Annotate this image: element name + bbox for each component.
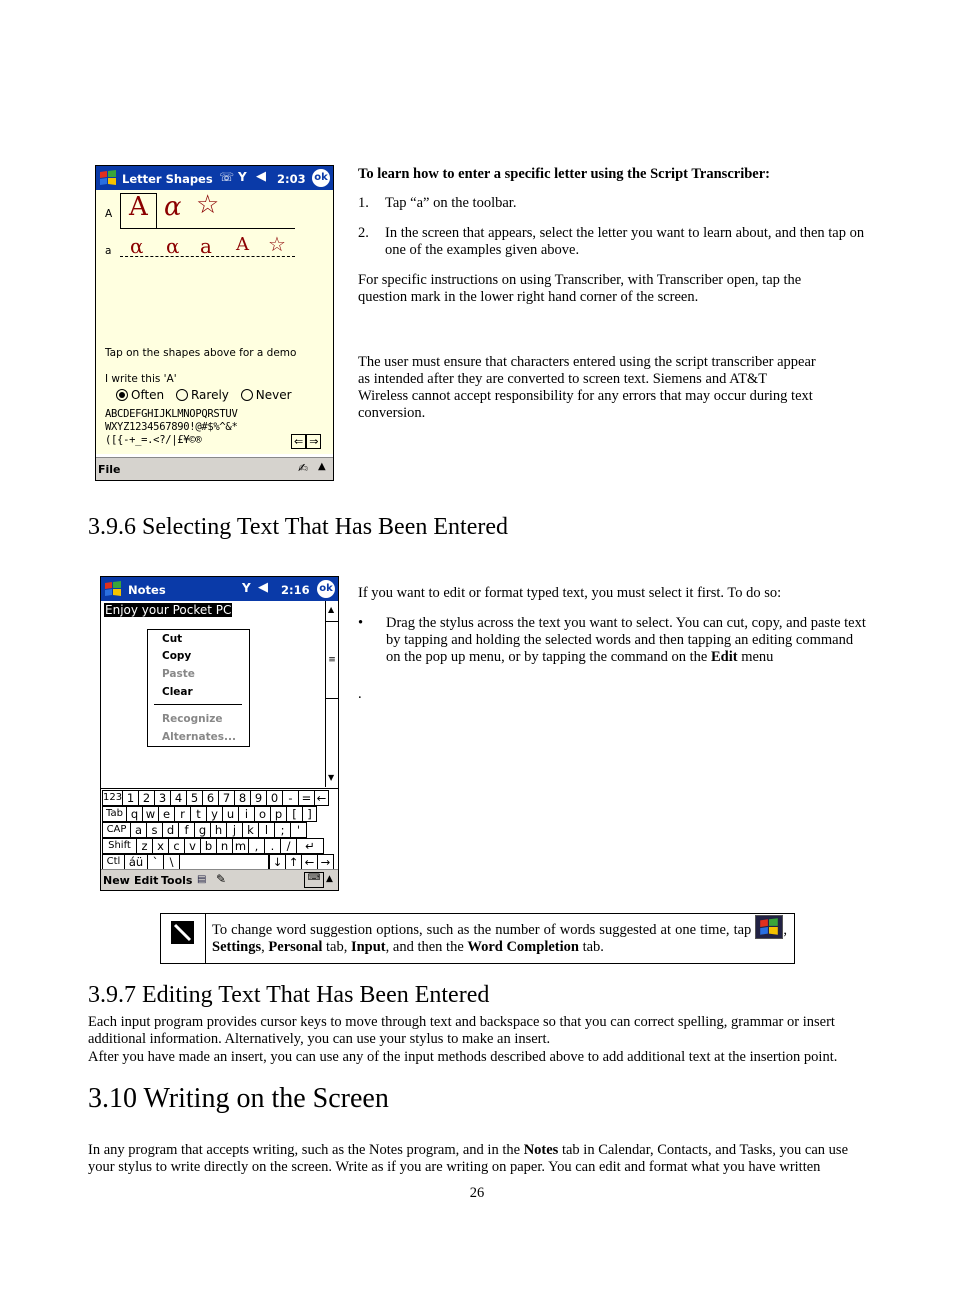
key-0-3[interactable]: 3 xyxy=(154,790,171,806)
uppercase-baseline xyxy=(120,228,295,229)
shape-a-3[interactable]: a xyxy=(200,234,212,258)
recording-icon[interactable]: ▤ xyxy=(197,874,207,885)
tip-t3: , and then the xyxy=(385,939,468,955)
select-bullet-text xyxy=(386,615,868,666)
scroll-thumb[interactable]: ≡ xyxy=(326,621,338,699)
uppercase-row-label: A xyxy=(105,208,113,220)
phone-icon: ☏ xyxy=(219,170,235,184)
key-1-10[interactable]: p xyxy=(270,806,287,822)
key-3-6[interactable]: n xyxy=(216,838,233,854)
shape-a-2[interactable]: α xyxy=(166,234,180,258)
key-1-3[interactable]: e xyxy=(158,806,175,822)
menu-paste[interactable]: Paste xyxy=(162,668,195,680)
section-397-title: 3.9.7 Editing Text That Has Been Entered xyxy=(88,982,490,1008)
key-1-7[interactable]: u xyxy=(222,806,239,822)
section-397-p1: Each input program provides cursor keys to move through text and backspace so that you can correct spelling, grammar or insert additional information. Alternatively, you can use your stylus to make an insert. xyxy=(88,1014,835,1047)
nav-arrows[interactable] xyxy=(291,435,321,448)
tip-pre: To change word suggestion options, such as the number of words suggested at one time, tap xyxy=(212,922,756,938)
key-3-9[interactable]: . xyxy=(264,838,281,854)
menu-copy[interactable]: Copy xyxy=(162,650,192,662)
key-1-2[interactable]: w xyxy=(142,806,159,822)
key-2-10[interactable]: ; xyxy=(274,822,291,838)
spacebar-key[interactable] xyxy=(179,854,269,870)
note-pen-icon xyxy=(171,921,194,944)
key-3-8[interactable]: , xyxy=(248,838,265,854)
key-0-11[interactable]: - xyxy=(282,790,299,806)
key-2-8[interactable]: k xyxy=(242,822,259,838)
key-1-1[interactable]: q xyxy=(126,806,143,822)
start-icon[interactable] xyxy=(98,168,118,188)
shape-a-1[interactable]: α xyxy=(130,234,144,258)
write-prompt: I write this 'A' xyxy=(105,373,177,385)
step-2-number: 2. xyxy=(358,225,369,241)
section-396-title: 3.9.6 Selecting Text That Has Been Entered xyxy=(88,514,508,540)
left-arrow-icon[interactable]: ⇐ xyxy=(291,434,306,449)
menu-new[interactable]: New xyxy=(103,874,130,887)
menu-bar xyxy=(96,457,333,480)
select-bullet-post: menu xyxy=(737,649,774,665)
frequency-options xyxy=(116,388,292,402)
select-intro: If you want to edit or format typed text, you must select it first. To do so: xyxy=(358,585,782,601)
tip-box xyxy=(160,913,795,964)
charset-grid[interactable] xyxy=(105,408,237,447)
scrollbar[interactable] xyxy=(325,601,339,787)
key-3-2[interactable]: x xyxy=(152,838,169,854)
key-0-9[interactable]: 9 xyxy=(250,790,267,806)
key-3-10[interactable]: / xyxy=(280,838,297,854)
key-2-1[interactable]: a xyxy=(130,822,147,838)
key-2-6[interactable]: h xyxy=(210,822,227,838)
input-arrow-icon[interactable]: ▲ xyxy=(326,874,333,884)
section-310-paragraph xyxy=(88,1142,872,1176)
notes-screenshot xyxy=(100,576,339,891)
key-4-0[interactable]: Ctl xyxy=(102,854,125,870)
menu-cut[interactable]: Cut xyxy=(162,633,183,645)
conversion-warning: The user must ensure that characters entered using the script transcriber appear as intended after they are converted to screen text. Siemens and AT&T Wireless cannot accept responsibility for any errors that may occur during text conversion. xyxy=(358,354,816,421)
key-2-4[interactable]: f xyxy=(178,822,195,838)
section-310-pre: In any program that accepts writing, such as the Notes program, and in the xyxy=(88,1142,524,1158)
key-1-11[interactable]: [ xyxy=(286,806,303,822)
key-1-4[interactable]: r xyxy=(174,806,191,822)
tip-input: Input xyxy=(350,939,386,955)
tip-text: To change word suggestion options, such as the number of words suggested at one time, tap , Settings, Personal tab, Input, and then the Word Completion tab. xyxy=(212,915,787,956)
menu-clear[interactable]: Clear xyxy=(162,686,193,698)
key-2-0[interactable]: CAP xyxy=(102,822,131,838)
key-4-2[interactable]: ` xyxy=(147,854,164,870)
key-0-6[interactable]: 6 xyxy=(202,790,219,806)
key-3-7[interactable]: m xyxy=(232,838,249,854)
option-rarely[interactable]: Rarely xyxy=(176,388,229,402)
key-3-1[interactable]: z xyxy=(136,838,153,854)
section-397-p2: After you have made an insert, you can use any of the input methods described above to add additional text at the insertion point. xyxy=(88,1049,838,1065)
menu-separator xyxy=(154,704,242,705)
right-arrow-icon[interactable]: ⇒ xyxy=(306,434,321,449)
key-4-1[interactable]: áü xyxy=(124,854,148,870)
notes-title-bar xyxy=(101,577,338,601)
key-1-6[interactable]: y xyxy=(206,806,223,822)
shape-A-1[interactable]: A xyxy=(129,192,148,222)
section-310-title: 3.10 Writing on the Screen xyxy=(88,1083,389,1114)
demo-hint: Tap on the shapes above for a demo xyxy=(105,347,297,359)
key-1-0[interactable]: Tab xyxy=(102,806,127,822)
key-1-5[interactable]: t xyxy=(190,806,207,822)
key-4-6[interactable]: ← xyxy=(301,854,318,870)
lowercase-row-label: a xyxy=(105,245,112,257)
radio-rarely[interactable] xyxy=(176,389,188,401)
option-never[interactable]: Never xyxy=(241,388,292,402)
lowercase-baseline xyxy=(120,256,295,257)
soft-keyboard xyxy=(101,788,338,870)
charset-line-1[interactable]: ABCDEFGHIJKLMNOPQRSTUV xyxy=(105,408,238,420)
signal-icon: Y xyxy=(238,170,247,184)
keyboard-icon[interactable]: ⌨ xyxy=(304,872,324,888)
key-0-4[interactable]: 4 xyxy=(170,790,187,806)
menu-edit[interactable]: Edit xyxy=(134,874,159,887)
start-icon xyxy=(755,915,783,939)
key-0-2[interactable]: 2 xyxy=(138,790,155,806)
step-1-text: Tap “a” on the toolbar. xyxy=(385,195,517,211)
key-0-8[interactable]: 8 xyxy=(234,790,251,806)
input-arrow-icon[interactable]: ▲ xyxy=(318,461,326,472)
tip-t4: tab. xyxy=(578,939,604,955)
key-3-0[interactable]: Shift xyxy=(102,838,137,854)
transcriber-note: For specific instructions on using Transcriber, with Transcriber open, tap the question mark in the lower right hand corner of the screen. xyxy=(358,272,802,305)
select-bullet-edit: Edit xyxy=(710,649,738,665)
bullet-dot-icon: • xyxy=(358,615,364,631)
key-3-3[interactable]: c xyxy=(168,838,185,854)
ok-button[interactable]: ok xyxy=(317,580,335,598)
key-4-7[interactable]: → xyxy=(317,854,334,870)
key-1-9[interactable]: o xyxy=(254,806,271,822)
tip-icon-cell xyxy=(161,914,206,963)
ok-button[interactable]: ok xyxy=(312,169,330,187)
key-2-7[interactable]: j xyxy=(226,822,243,838)
scroll-down-icon[interactable]: ▼ xyxy=(328,773,335,782)
selected-text[interactable]: Enjoy your Pocket PC xyxy=(105,603,232,617)
key-0-10[interactable]: 0 xyxy=(266,790,283,806)
letter-shapes-body xyxy=(96,190,333,454)
section-310-post: tab in Calendar, Contacts, and Tasks, you can use your stylus to write directly on the screen. Write as if you are writing on paper. You can edit and format what you have written xyxy=(88,1142,849,1175)
key-0-1[interactable]: 1 xyxy=(122,790,139,806)
notes-menu-bar xyxy=(101,869,338,891)
select-bullet xyxy=(358,615,868,666)
key-4-4[interactable]: ↓ xyxy=(269,854,286,870)
key-0-5[interactable]: 5 xyxy=(186,790,203,806)
menu-file[interactable]: File xyxy=(98,463,121,476)
menu-recognize[interactable]: Recognize xyxy=(162,713,223,725)
key-2-11[interactable]: ' xyxy=(290,822,307,838)
shape-a-5[interactable]: ☆ xyxy=(268,232,286,256)
key-0-0[interactable]: 123 xyxy=(102,790,123,806)
page-number: 26 xyxy=(469,1185,485,1201)
select-bullet-pre: Drag the stylus across the text you want to select. You can cut, copy, and paste text by tapping and holding the selected words and then tapping an editing command on the pop up menu, or by tapping the command on the xyxy=(386,615,866,665)
scroll-up-icon[interactable]: ▲ xyxy=(328,605,335,614)
stray-dot: . xyxy=(358,686,362,702)
key-1-8[interactable]: i xyxy=(238,806,255,822)
key-4-3[interactable]: \ xyxy=(163,854,180,870)
key-0-13[interactable]: ← xyxy=(314,790,329,806)
app-title: Letter Shapes xyxy=(122,172,213,186)
option-often[interactable]: Often xyxy=(116,388,164,402)
charset-line-2[interactable]: WXYZ1234567890!@#$%^&* xyxy=(105,421,238,433)
speaker-icon: ◀ xyxy=(256,169,266,184)
key-3-5[interactable]: b xyxy=(200,838,217,854)
clock-time[interactable]: 2:16 xyxy=(281,583,310,597)
menu-alternates[interactable]: Alternates... xyxy=(162,731,236,743)
app-title: Notes xyxy=(128,583,166,597)
key-3-4[interactable]: v xyxy=(184,838,201,854)
step-2-text: In the screen that appears, select the letter you want to learn about, and then tap on one of the examples given above. xyxy=(385,225,865,258)
step-1-number: 1. xyxy=(358,195,369,211)
key-0-7[interactable]: 7 xyxy=(218,790,235,806)
tip-personal: Personal xyxy=(268,939,323,955)
section-310-notes: Notes xyxy=(523,1142,559,1158)
start-icon[interactable] xyxy=(103,579,123,599)
shape-A-2[interactable]: α xyxy=(164,192,182,222)
key-3-11[interactable]: ↵ xyxy=(296,838,324,854)
key-2-2[interactable]: s xyxy=(146,822,163,838)
shape-A-3[interactable]: ☆ xyxy=(196,190,220,220)
letter-shapes-screenshot xyxy=(95,165,334,481)
step-2 xyxy=(358,225,870,259)
menu-tools[interactable]: Tools xyxy=(161,874,193,887)
charset-line-3[interactable]: ([{-+_=.<?/|£¥©® xyxy=(105,434,202,446)
speaker-icon: ◀ xyxy=(258,580,268,595)
shape-a-4[interactable]: A xyxy=(236,234,249,255)
key-2-3[interactable]: d xyxy=(162,822,179,838)
pen-input-icon[interactable]: ✍ xyxy=(298,461,309,475)
key-0-12[interactable]: = xyxy=(298,790,315,806)
tip-word-completion: Word Completion xyxy=(467,939,579,955)
context-menu xyxy=(147,629,250,747)
clock-time[interactable]: 2:03 xyxy=(277,172,306,186)
tip-settings: Settings xyxy=(212,939,262,955)
signal-icon: Y xyxy=(242,581,251,595)
title-bar xyxy=(96,166,333,190)
key-2-9[interactable]: l xyxy=(258,822,275,838)
tip-t2: tab, xyxy=(322,939,351,955)
step-1 xyxy=(358,195,868,212)
key-1-12[interactable]: ] xyxy=(302,806,317,822)
radio-never[interactable] xyxy=(241,389,253,401)
radio-often[interactable] xyxy=(116,389,128,401)
key-2-5[interactable]: g xyxy=(194,822,211,838)
transcriber-heading: To learn how to enter a specific letter using the Script Transcriber: xyxy=(358,166,770,182)
pen-icon[interactable]: ✎ xyxy=(216,872,227,886)
key-4-5[interactable]: ↑ xyxy=(285,854,302,870)
